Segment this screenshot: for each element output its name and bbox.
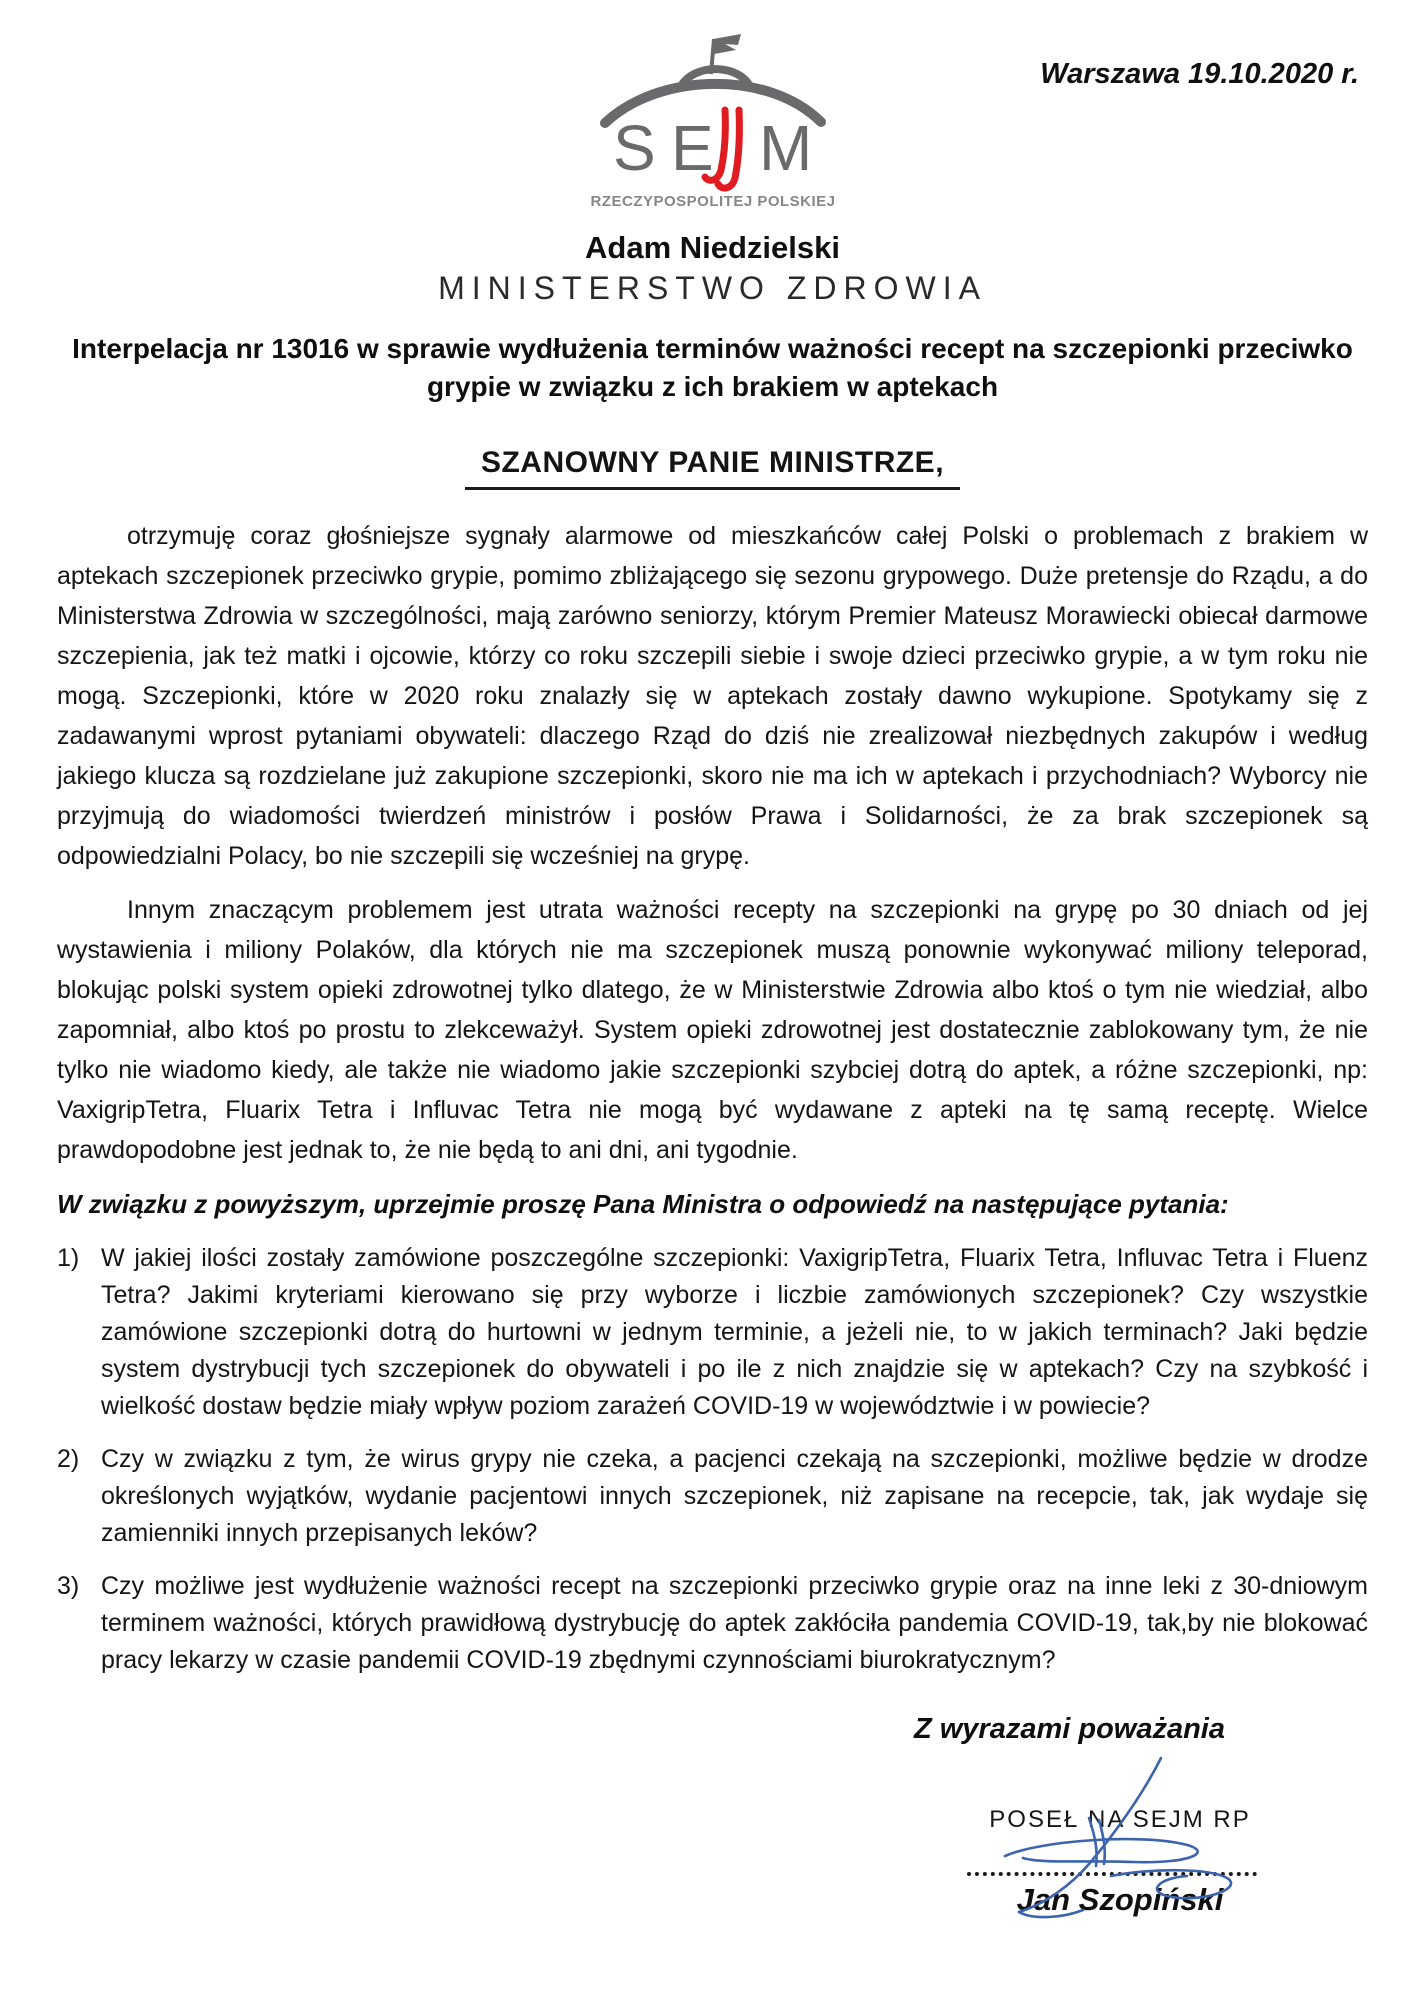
question-3-text: Czy możliwe jest wydłużenie ważności recept na szczepionki przeciwko grypie oraz na inne leki z 30-dniowym terminem ważności, których prawidłową dystrybucję do aptek zakłóciła pandemia COVID-19, tak,by nie blokować pracy lekarzy w czasie pandemii COVID-19 zbędnymi czynnościami biurokratycznym? [101,1572,1368,1675]
subject-line: Interpelacja nr 13016 w sprawie wydłużenia terminów ważności recept na szczepionki przeciwko grypie w związku z ich brakiem w aptekach [72,333,1353,403]
question-2 [57,1441,1368,1552]
question-3 [57,1568,1368,1679]
logo-letter-e: E [670,112,714,184]
signer-role: POSEŁ NA SEJM RP [989,1806,1251,1834]
paragraph-2: Innym znaczącym problemem jest utrata ważności recepty na szczepionki na grypę po 30 dniach od jej wystawienia i miliony Polaków, dla których nie ma szczepionek muszą ponownie wykonywać miliony teleporad, blokując polski system opieki zdrowotnej tylko dlatego, że w Ministerstwie Zdrowia albo ktoś o tym nie wiedział, albo zapomniał, albo ktoś po prostu to zlekceważył. System opieki zdrowotnej jest dostatecznie zablokowany tym, że nie tylko nie wiadomo kiedy, ale także nie wiadomo jakie szczepionki szybciej dotrą do aptek, a różne szczepionki, np: VaxigripTetra, Fluarix Tetra i Influvac Tetra nie mogą być wydawane z apteki na tę samą receptę. Wielce prawdopodobne jest jednak to, że nie będą to ani dni, ani tygodnie. [57,896,1368,1165]
closing-line: Z wyrazami poważania [913,1713,1225,1746]
signer-name: Jan Szopiński [1016,1882,1224,1918]
question-3-number: 3) [57,1572,80,1601]
logo-letter-m: M [758,112,812,184]
logo-caption: RZECZYPOSPOLITEJ POLSKIEJ [589,193,836,210]
letter-body [57,516,1368,1679]
question-1-number: 1) [57,1244,80,1273]
addressee-org: MINISTERSTWO ZDROWIA [438,269,987,306]
salutation: SZANOWNY PANIE MINISTRZE, [465,446,960,490]
sejm-logo [0,0,1425,212]
question-2-number: 2) [57,1445,80,1474]
question-1 [57,1240,1368,1425]
question-2-text: Czy w związku z tym, że wirus grypy nie czeka, a pacjenci czekają na szczepionki, możliwe będzie w drodze określonych wyjątków, wydanie pacjentowi innych szczepionek, niż zapisane na recepcie, tak, jak wydaje się zamienniki innych przepisanych leków? [101,1445,1368,1548]
salutation-row [0,446,1425,490]
logo-letter-s: S [612,112,656,184]
signature-block [965,1760,1275,1995]
addressee-name: Adam Niedzielski [585,230,840,265]
handwritten-signature-icon [971,1752,1271,1942]
paragraph-1: otrzymuję coraz głośniejsze sygnały alarmowe od mieszkańców całej Polski o problemach z brakiem w aptekach szczepionek przeciwko grypie, pomimo zbliżającego się sezonu grypowego. Duże pretensje do Rządu, a do Ministerstwa Zdrowia w szczególności, mają zarówno seniorzy, którym Premier Mateusz Morawiecki obiecał darmowe szczepienia, jak też matki i ojcowie, którzy co roku szczepili siebie i swoje dzieci przeciwko grypie, a w tym roku nie mogą. Szczepionki, które w 2020 roku znalazły się w aptekach zostały dawno wykupione. Spotykamy się z zadawanymi wprost pytaniami obywateli: dlaczego Rząd do dziś nie zrealizował niezbędnych zakupów i według jakiego klucza są rozdzielane już zakupione szczepionki, skoro nie ma ich w aptekach i przychodniach? Wyborcy nie przyjmują do wiadomości twierdzeń ministrów i posłów Prawa i Solidarności, że za brak szczepionek są odpowiedzialni Polacy, bo nie szczepili się wcześniej na grypę. [57,522,1368,871]
date-line: Warszawa 19.10.2020 r. [1040,58,1359,90]
flag-icon [713,34,741,54]
sejm-logo-icon [589,30,836,212]
question-1-text: W jakiej ilości zostały zamówione poszczególne szczepionki: VaxigripTetra, Fluarix Tetra, Influvac Tetra i Fluenz Tetra? Jakimi kryteriami kierowano się przy wyborze i liczbie zamówionych szczepionek? Czy wszystkie zamówione szczepionki dotrą do hurtowni w jednym terminie, a jeżeli nie, to w jakich terminach? Jaki będzie system dystrybucji tych szczepionek do obywateli i po ile z nich znajdzie się w aptekach? Czy na szybkość i wielkość dostaw będzie miały wpływ poziom zarażeń COVID-19 w województwie i w powiecie? [101,1244,1368,1421]
lead-in-line: W związku z powyższym, uprzejmie proszę Pana Ministra o odpowiedź na następujące pytania: [57,1189,1229,1220]
addressee-block [0,230,1425,306]
